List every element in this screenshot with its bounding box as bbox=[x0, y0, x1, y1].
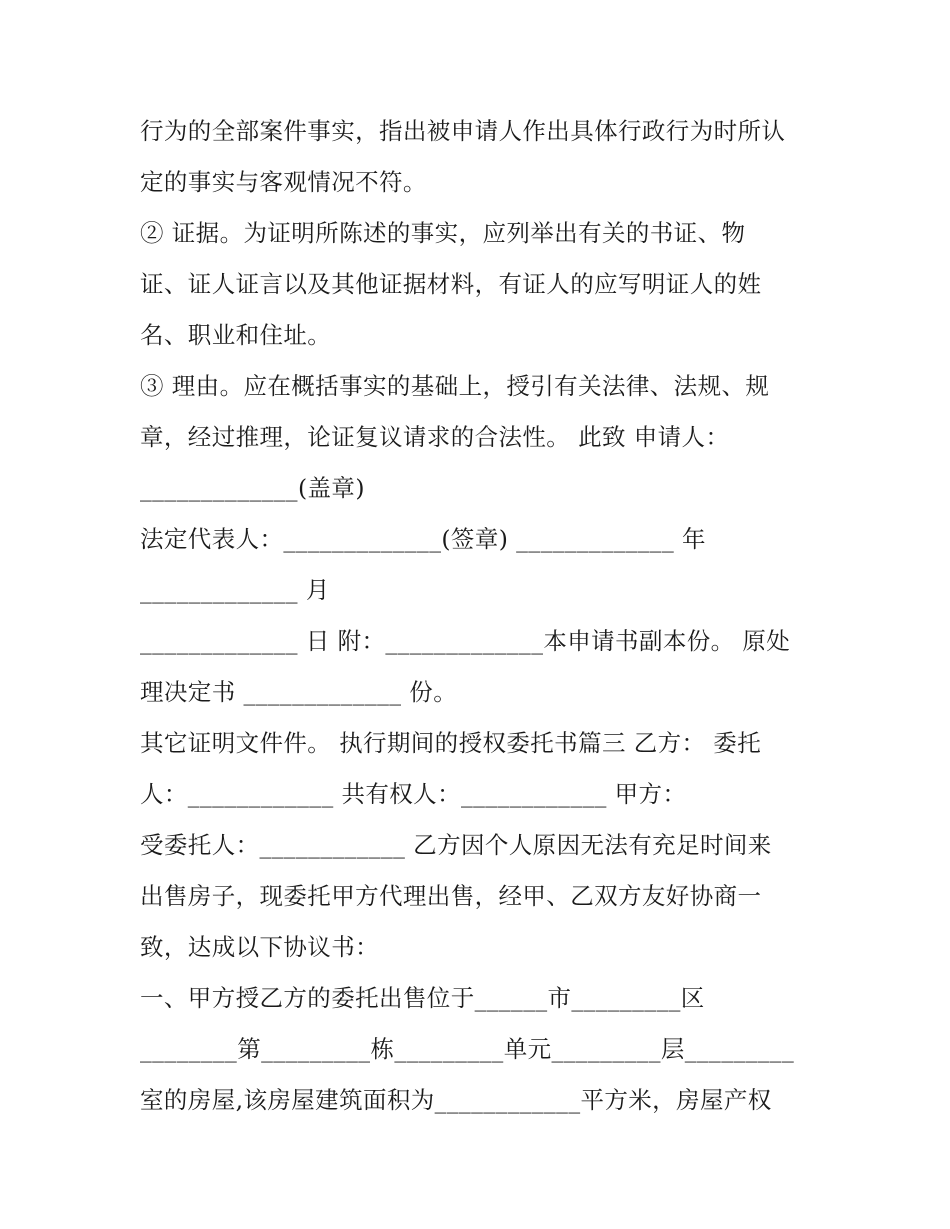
text-line: 人：____________ 共有权人：____________ 甲方： bbox=[140, 780, 687, 808]
text-line: 定的事实与客观情况不符。 bbox=[140, 168, 427, 196]
text-line: _____________ 月 bbox=[140, 576, 330, 604]
text-line: ③ 理由。应在概括事实的基础上，授引有关法律、法规、规 bbox=[140, 372, 770, 400]
text-line: 证、证人证言以及其他证据材料，有证人的应写明证人的姓 bbox=[140, 270, 762, 298]
text-line: 一、甲方授乙方的委托出售位于______市_________区 bbox=[140, 984, 705, 1012]
text-line: 其它证明文件件。 执行期间的授权委托书篇三 乙方： 委托 bbox=[140, 729, 762, 757]
text-line: 章，经过推理，论证复议请求的合法性。 此致 申请人： bbox=[140, 423, 730, 451]
text-line: 理决定书 _____________ 份。 bbox=[140, 678, 458, 706]
text-line: 室的房屋,该房屋建筑面积为____________平方米，房屋产权 bbox=[140, 1086, 772, 1114]
signature-line: 法定代表人：_____________(签章) _____________ 年 bbox=[140, 525, 706, 553]
text-line: 行为的全部案件事实，指出被申请人作出具体行政行为时所认 bbox=[140, 117, 786, 145]
text-line: 名、职业和住址。 bbox=[140, 321, 332, 349]
text-line: ________第_________栋_________单元_________层_________ bbox=[140, 1035, 795, 1063]
text-line: 出售房子，现委托甲方代理出售，经甲、乙双方友好协商一 bbox=[140, 882, 762, 910]
seal-line: _____________(盖章) bbox=[140, 474, 365, 502]
document-body bbox=[140, 106, 820, 1126]
text-line: ② 证据。为证明所陈述的事实，应列举出有关的书证、物 bbox=[140, 219, 746, 247]
text-line: 致，达成以下协议书： bbox=[140, 933, 379, 961]
text-line: _____________ 日 附：_____________本申请书副本份。 原处 bbox=[140, 627, 791, 655]
text-line: 受委托人：____________ 乙方因个人原因无法有充足时间来 bbox=[140, 831, 772, 859]
